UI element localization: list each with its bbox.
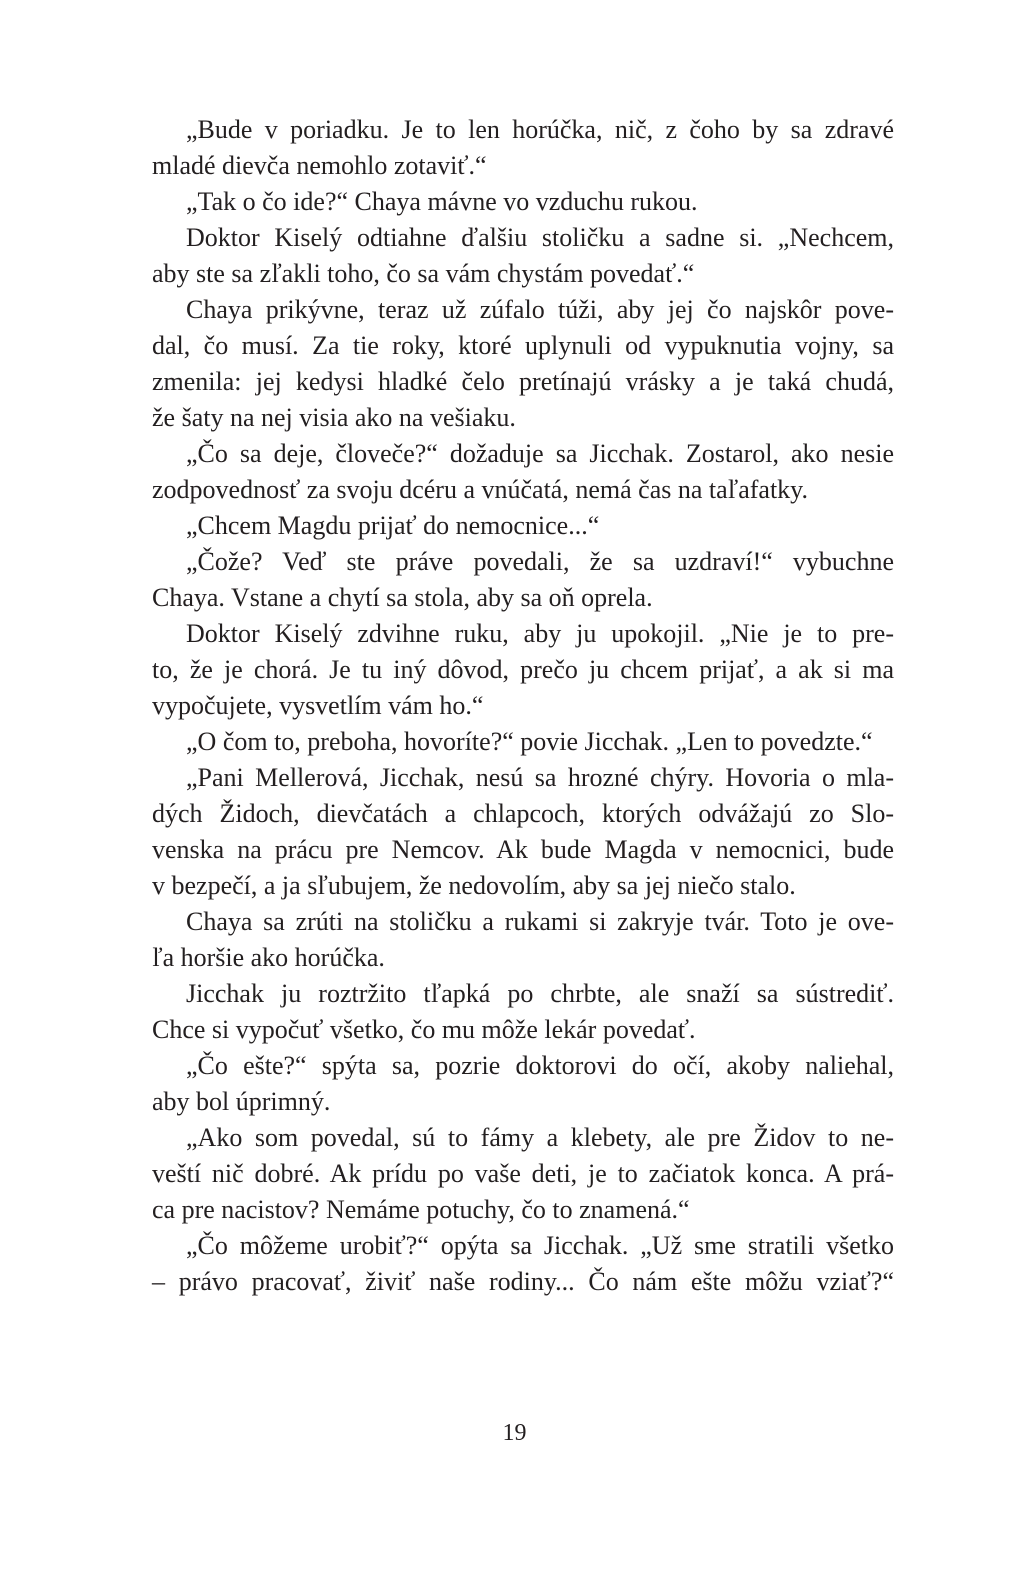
text-line: dých Židoch, dievčatách a chlapcoch, ktorých odvážajú zo Slo- — [152, 799, 894, 828]
text-line: „Chcem Magdu prijať do nemocnice...“ — [186, 511, 600, 540]
text-line: ľa horšie ako horúčka. — [152, 943, 385, 972]
text-line: „Čo sa deje, človeče?“ dožaduje sa Jicchak. Zostarol, ako nesie — [186, 439, 894, 468]
text-line: dal, čo musí. Za tie roky, ktoré uplynuli od vypuknutia vojny, sa — [152, 331, 894, 360]
text-line: „Čože? Veď ste práve povedali, že sa uzdraví!“ vybuchne — [186, 547, 894, 576]
text-line: Chaya. Vstane a chytí sa stola, aby sa oň oprela. — [152, 583, 653, 612]
text-line: Chce si vypočuť všetko, čo mu môže lekár povedať. — [152, 1015, 696, 1044]
text-line: aby bol úprimný. — [152, 1087, 331, 1116]
text-line: „Pani Mellerová, Jicchak, nesú sa hrozné chýry. Hovoria o mla- — [186, 763, 894, 792]
text-line: mladé dievča nemohlo zotaviť.“ — [152, 151, 487, 180]
text-line: vypočujete, vysvetlím vám ho.“ — [152, 691, 484, 720]
text-line: „O čom to, preboha, hovoríte?“ povie Jicchak. „Len to povedzte.“ — [186, 727, 873, 756]
body-text — [152, 112, 894, 1300]
text-line: že šaty na nej visia ako na vešiaku. — [152, 403, 516, 432]
text-line: ca pre nacistov? Nemáme potuchy, čo to znamená.“ — [152, 1195, 690, 1224]
text-line: Doktor Kiselý odtiahne ďalšiu stoličku a sadne si. „Nechcem, — [186, 223, 894, 252]
text-line: Doktor Kiselý zdvihne ruku, aby ju upokojil. „Nie je to pre- — [186, 619, 894, 648]
text-line: to, že je chorá. Je tu iný dôvod, prečo ju chcem prijať, a ak si ma — [152, 655, 894, 684]
text-line: Chaya sa zrúti na stoličku a rukami si zakryje tvár. Toto je ove- — [186, 907, 894, 936]
text-line: Chaya prikývne, teraz už zúfalo túži, aby jej čo najskôr pove- — [186, 295, 894, 324]
text-line: „Čo môžeme urobiť?“ opýta sa Jicchak. „Už sme stratili všetko — [186, 1231, 894, 1260]
text-line: zmenila: jej kedysi hladké čelo pretínajú vrásky a je taká chudá, — [152, 367, 894, 396]
text-line: – právo pracovať, živiť naše rodiny... Čo nám ešte môžu vziať?“ — [152, 1267, 894, 1296]
text-line: aby ste sa zľakli toho, čo sa vám chystám povedať.“ — [152, 259, 695, 288]
text-line: „Bude v poriadku. Je to len horúčka, nič, z čoho by sa zdravé — [186, 115, 894, 144]
text-line: „Ako som povedal, sú to fámy a klebety, ale pre Židov to ne- — [186, 1123, 894, 1152]
text-line: zodpovednosť za svoju dcéru a vnúčatá, nemá čas na taľafatky. — [152, 475, 808, 504]
text-line: venska na prácu pre Nemcov. Ak bude Magda v nemocnici, bude — [152, 835, 894, 864]
text-line: „Čo ešte?“ spýta sa, pozrie doktorovi do očí, akoby naliehal, — [186, 1051, 894, 1080]
text-line: Jicchak ju roztržito tľapká po chrbte, ale snaží sa sústrediť. — [186, 979, 894, 1008]
page-number: 19 — [502, 1420, 527, 1446]
text-line: veští nič dobré. Ak prídu po vaše deti, je to začiatok konca. A prá- — [152, 1159, 894, 1188]
text-line: „Tak o čo ide?“ Chaya mávne vo vzduchu rukou. — [186, 187, 698, 216]
text-line: v bezpečí, a ja sľubujem, že nedovolím, aby sa jej niečo stalo. — [152, 871, 796, 900]
